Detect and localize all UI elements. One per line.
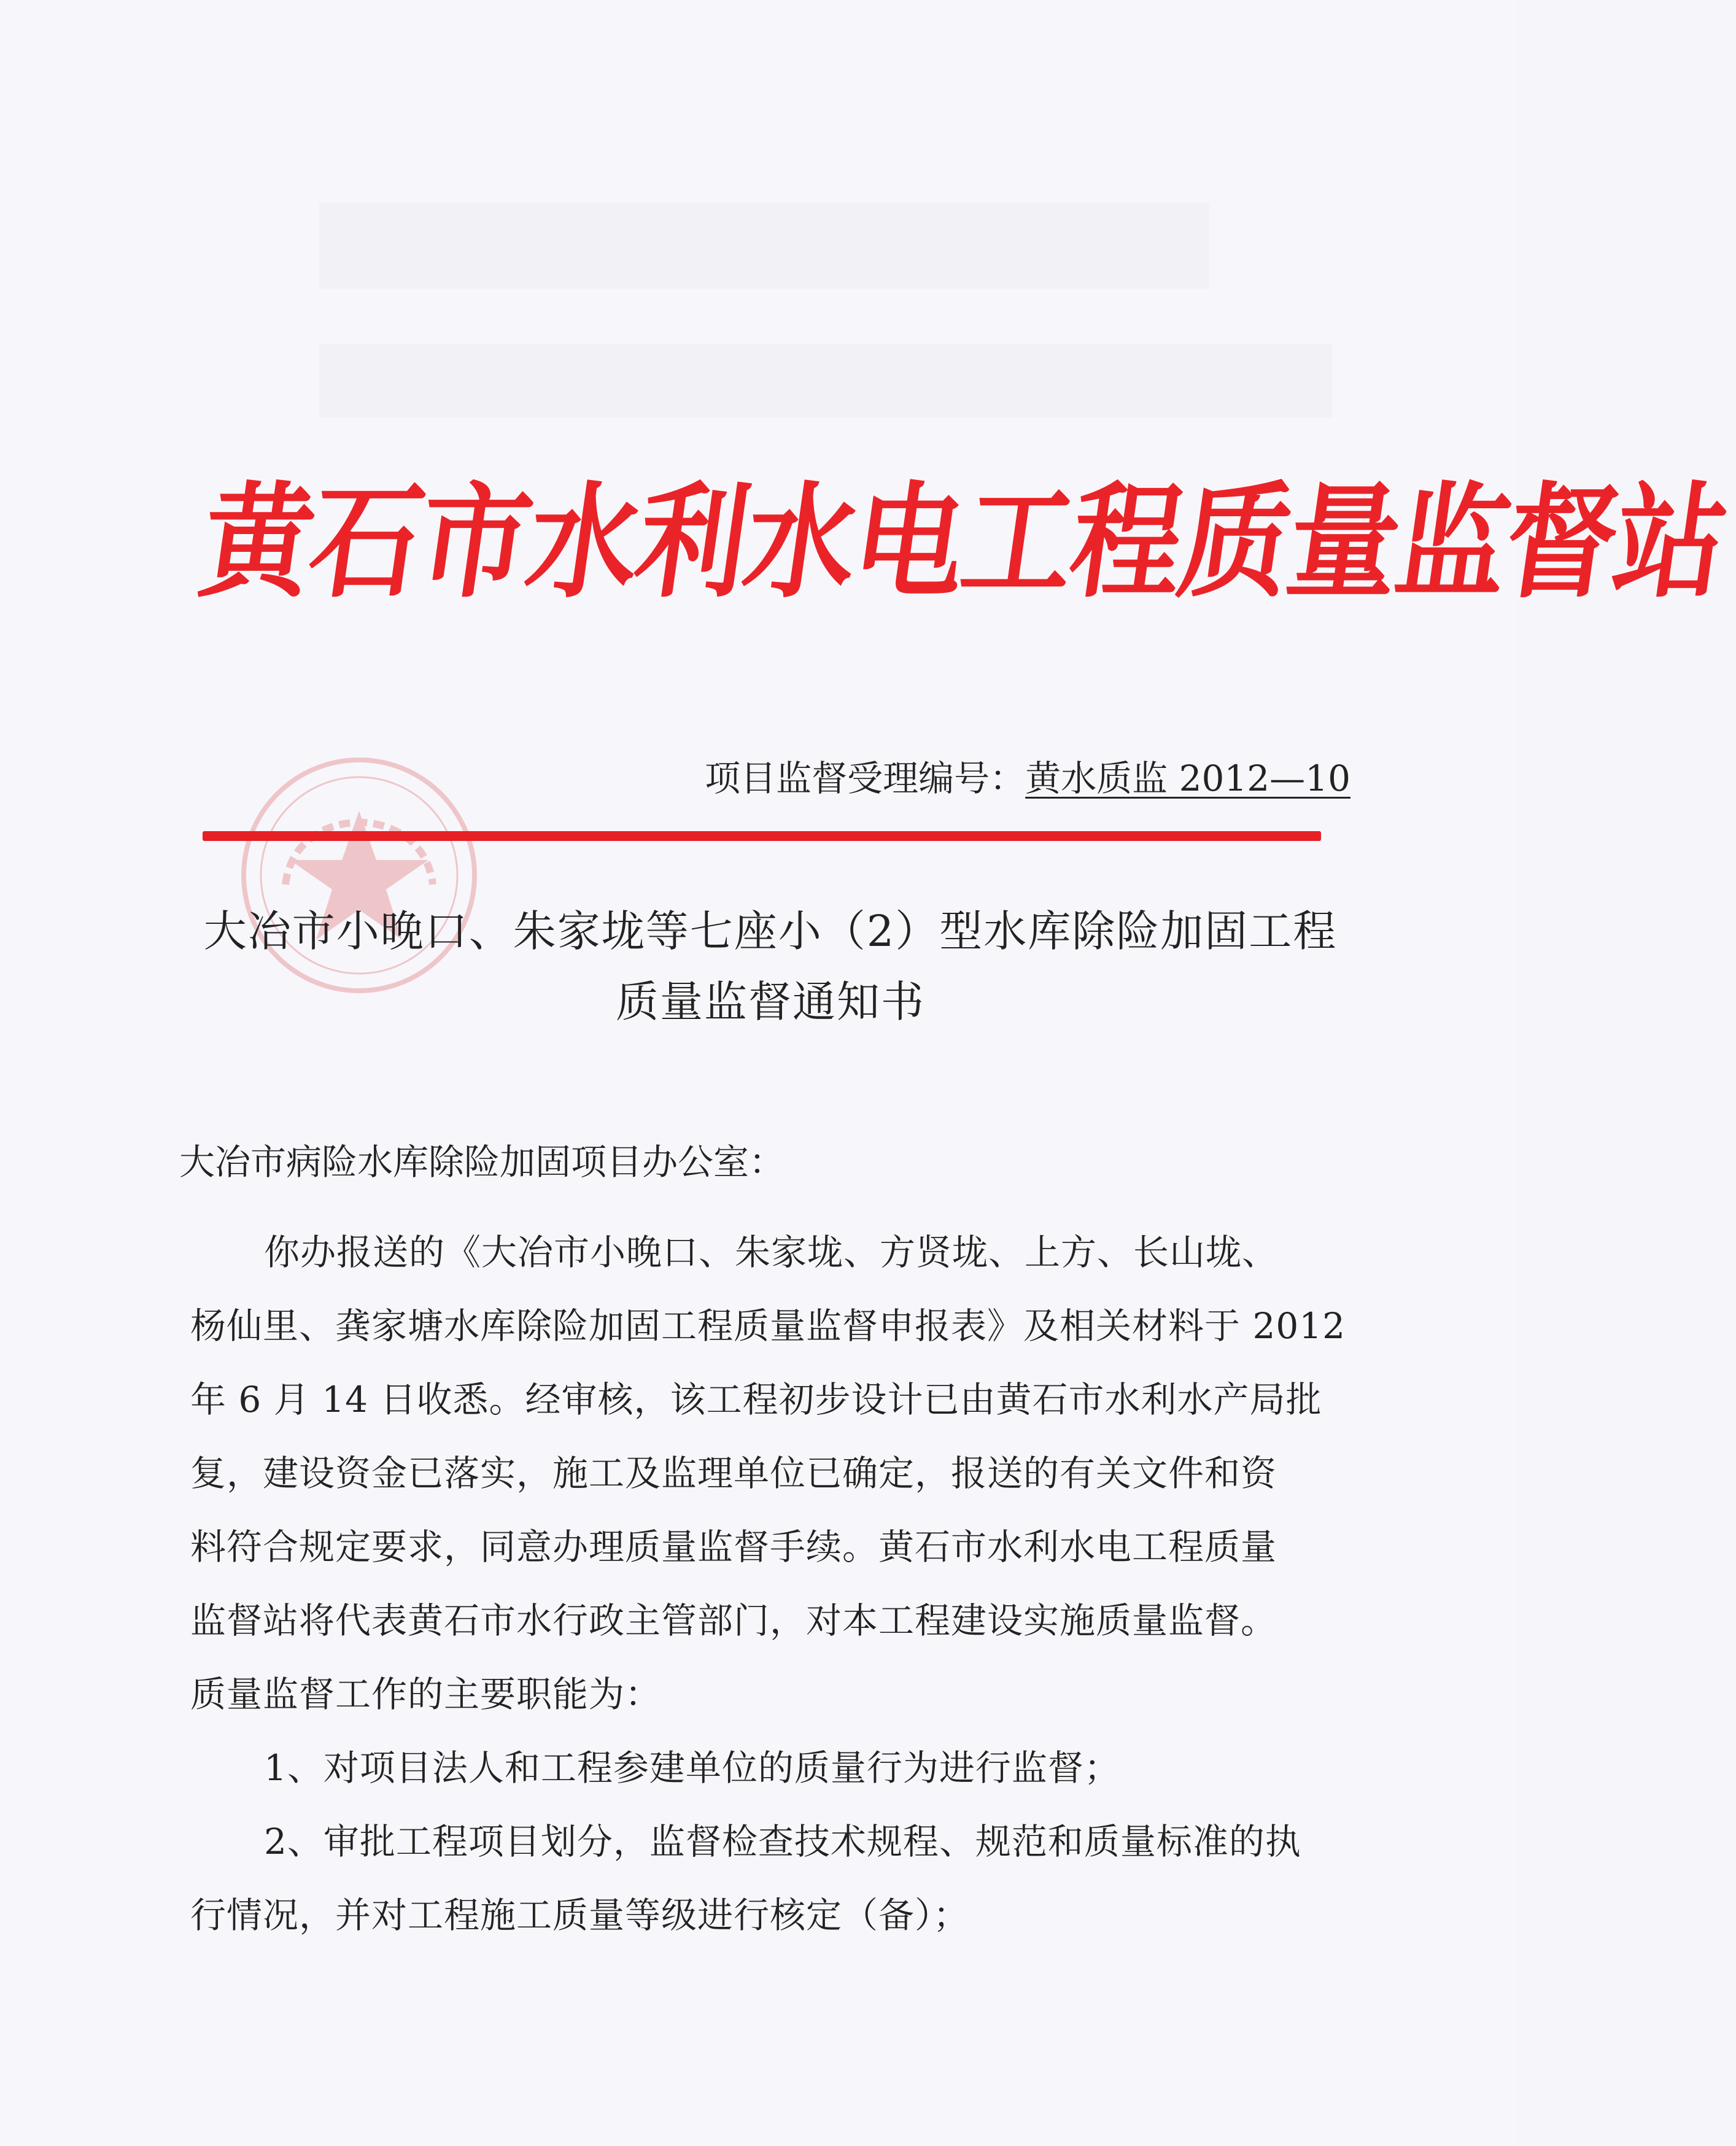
scan-shadow-upper: [319, 344, 1332, 417]
reference-label: 项目监督受理编号：: [705, 757, 1026, 799]
body-line: 年 6 月 14 日收悉。经审核，该工程初步设计已由黄石市水利水产局批: [190, 1379, 1322, 1420]
notice-title-line-2: 质量监督通知书: [616, 977, 925, 1027]
notice-title: [178, 896, 1363, 1037]
agency-name-heading: 黄石市水利水电工程质量监督站: [192, 471, 1734, 615]
body-line: 质量监督工作的主要职能为：: [190, 1673, 662, 1715]
body-line: 你办报送的《大冶市小晚口、朱家垅、方贤垅、上方、长山垅、: [264, 1231, 1279, 1273]
notice-title-line-1: 大冶市小晚口、朱家垅等七座小（2）型水库除险加固工程: [203, 906, 1338, 956]
reference-number-line: [675, 754, 1350, 803]
body-line: 监督站将代表黄石市水行政主管部门，对本工程建设实施质量监督。: [190, 1600, 1277, 1641]
reference-number: 黄水质监 2012—10: [1025, 757, 1350, 799]
body-line: 行情况，并对工程施工质量等级进行核定（备）；: [190, 1894, 970, 1936]
body-line: 1、对项目法人和工程参建单位的质量行为进行监督；: [264, 1747, 1120, 1789]
red-divider: [203, 831, 1321, 841]
scan-shadow-top: [319, 203, 1209, 289]
body-line: 2、审批工程项目划分，监督检查技术规程、规范和质量标准的执: [264, 1821, 1301, 1862]
body-line: 料符合规定要求，同意办理质量监督手续。黄石市水利水电工程质量: [190, 1526, 1277, 1568]
recipient-line: 大冶市病险水库除险加固项目办公室：: [179, 1141, 785, 1183]
body-line: 复，建设资金已落实，施工及监理单位已确定，报送的有关文件和资: [190, 1452, 1277, 1494]
body-line: 杨仙里、龚家塘水库除险加固工程质量监督申报表》及相关材料于 2012: [190, 1305, 1346, 1347]
